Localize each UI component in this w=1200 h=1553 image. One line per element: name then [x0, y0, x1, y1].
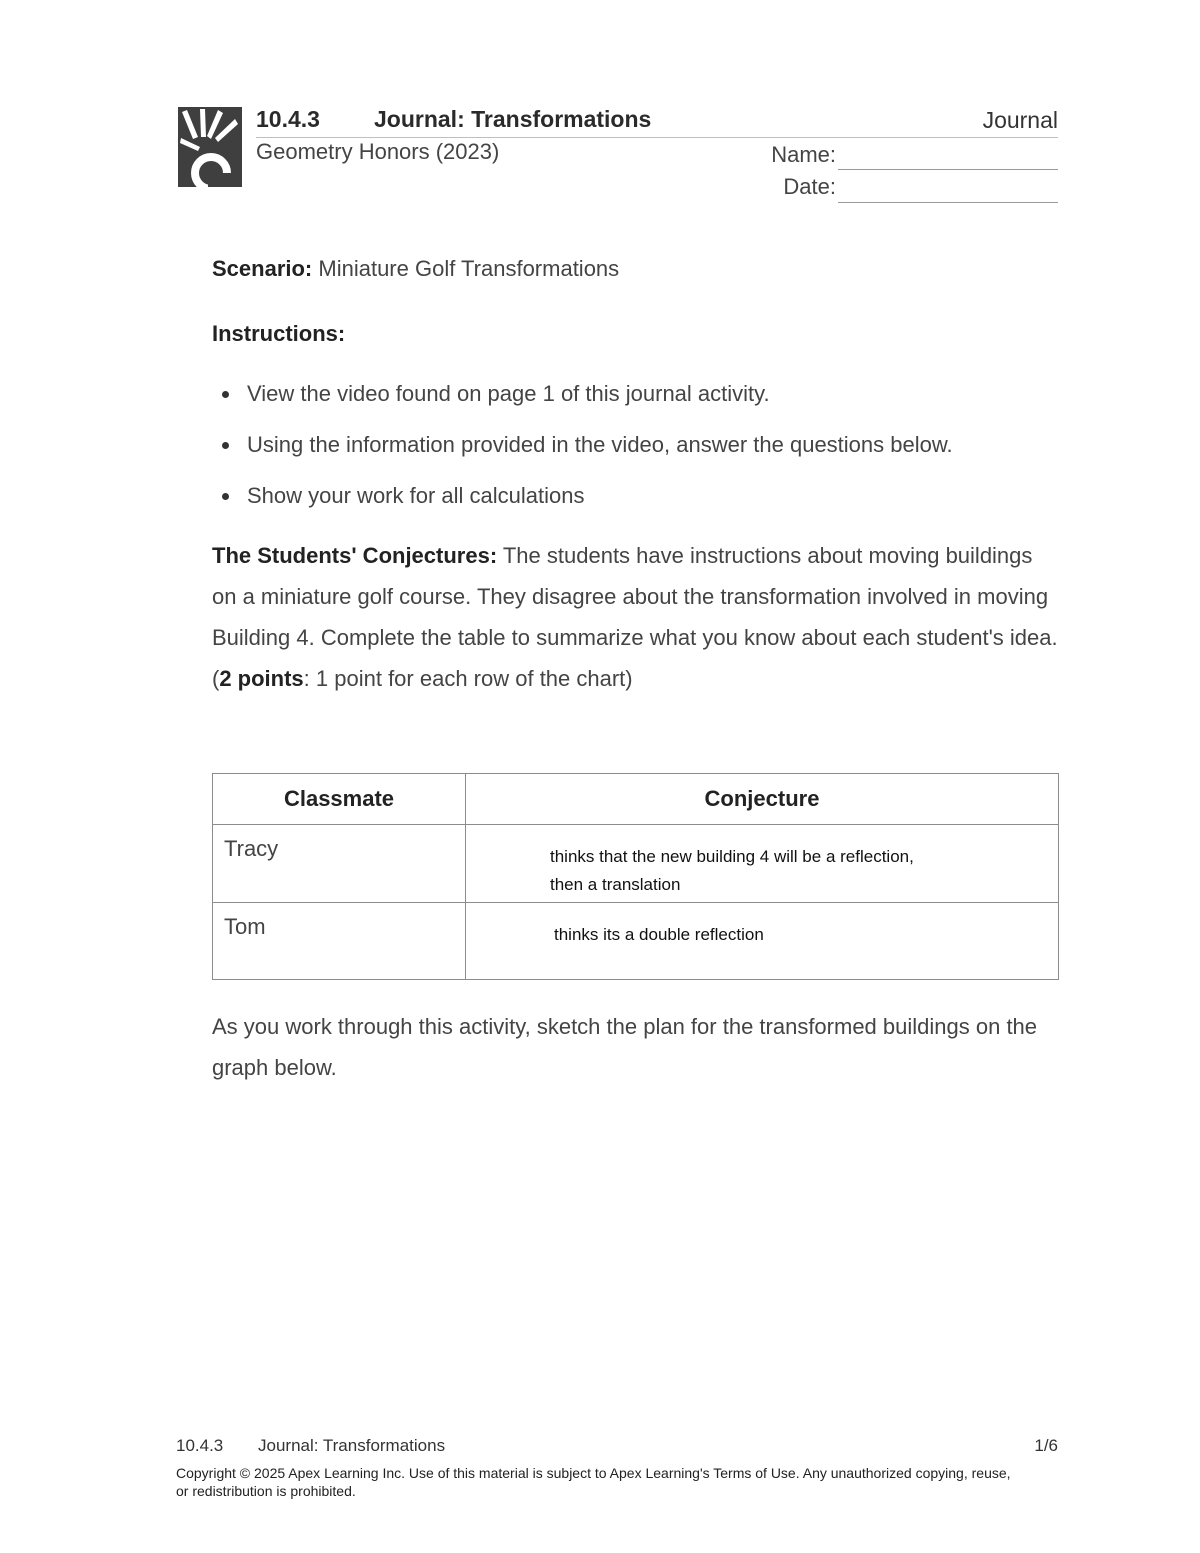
- scenario-line: [212, 256, 619, 282]
- instructions-heading: Instructions:: [212, 321, 346, 346]
- answer-line: thinks that the new building 4 will be a reflection,: [550, 847, 914, 866]
- instruction-text: View the video found on page 1 of this journal activity.: [247, 381, 770, 406]
- conjecture-table: [212, 773, 1059, 980]
- course-name: Geometry Honors (2023): [256, 139, 500, 164]
- page-number: 1/6: [1034, 1436, 1058, 1455]
- apex-logo-icon: [178, 107, 242, 187]
- table-row: [213, 903, 1059, 980]
- scenario-label: Scenario:: [212, 256, 313, 281]
- bullet-icon: [222, 493, 229, 500]
- column-header-classmate: Classmate: [213, 774, 466, 825]
- date-label: Date:: [783, 174, 836, 199]
- sketch-instruction: As you work through this activity, sketch the plan for the transformed buildings on the graph below.: [212, 1014, 1038, 1080]
- footer-title: Journal: Transformations: [258, 1436, 446, 1455]
- header-divider: [256, 137, 1058, 138]
- points-value: 2 points: [219, 666, 304, 691]
- name-label: Name:: [771, 142, 836, 167]
- instruction-text: Show your work for all calculations: [247, 483, 585, 508]
- column-header-conjecture: Conjecture: [466, 774, 1059, 825]
- instruction-text: Using the information provided in the video, answer the questions below.: [247, 432, 953, 457]
- table-row: [213, 825, 1059, 903]
- points-description: : 1 point for each row of the chart): [303, 666, 633, 691]
- answer-line: then a translation: [550, 875, 681, 894]
- scenario-text: Miniature Golf Transformations: [312, 256, 620, 281]
- classmate-cell: Tom: [213, 903, 466, 980]
- name-field[interactable]: [838, 169, 1058, 170]
- date-field[interactable]: [838, 202, 1058, 203]
- bullet-icon: [222, 391, 229, 398]
- conjectures-paragraph: [212, 535, 1062, 699]
- conjecture-answer-field[interactable]: [466, 903, 1059, 980]
- answer-line: thinks its a double reflection: [554, 925, 764, 944]
- conjecture-answer-field[interactable]: [466, 825, 1059, 903]
- conjectures-text: The students have instructions about moving buildings on a miniature golf course. They disagree about the transformation involved in moving Building 4. Complete the table to summarize what you know about each student's idea. (: [212, 543, 1058, 691]
- list-item: [212, 483, 953, 534]
- footer-number: 10.4.3: [176, 1436, 224, 1455]
- lesson-title: Journal: Transformations: [374, 106, 652, 132]
- copyright-notice: Copyright © 2025 Apex Learning Inc. Use of this material is subject to Apex Learning's Terms of Use. Any unauthorized copying, reuse, or redistribution is prohibited.: [176, 1465, 1011, 1499]
- bullet-icon: [222, 442, 229, 449]
- document-type: Journal: [982, 107, 1058, 133]
- instructions-list: [212, 381, 953, 534]
- classmate-cell: Tracy: [213, 825, 466, 903]
- list-item: [212, 432, 953, 483]
- lesson-number: 10.4.3: [256, 106, 320, 132]
- list-item: [212, 381, 953, 432]
- conjectures-label: The Students' Conjectures:: [212, 543, 498, 568]
